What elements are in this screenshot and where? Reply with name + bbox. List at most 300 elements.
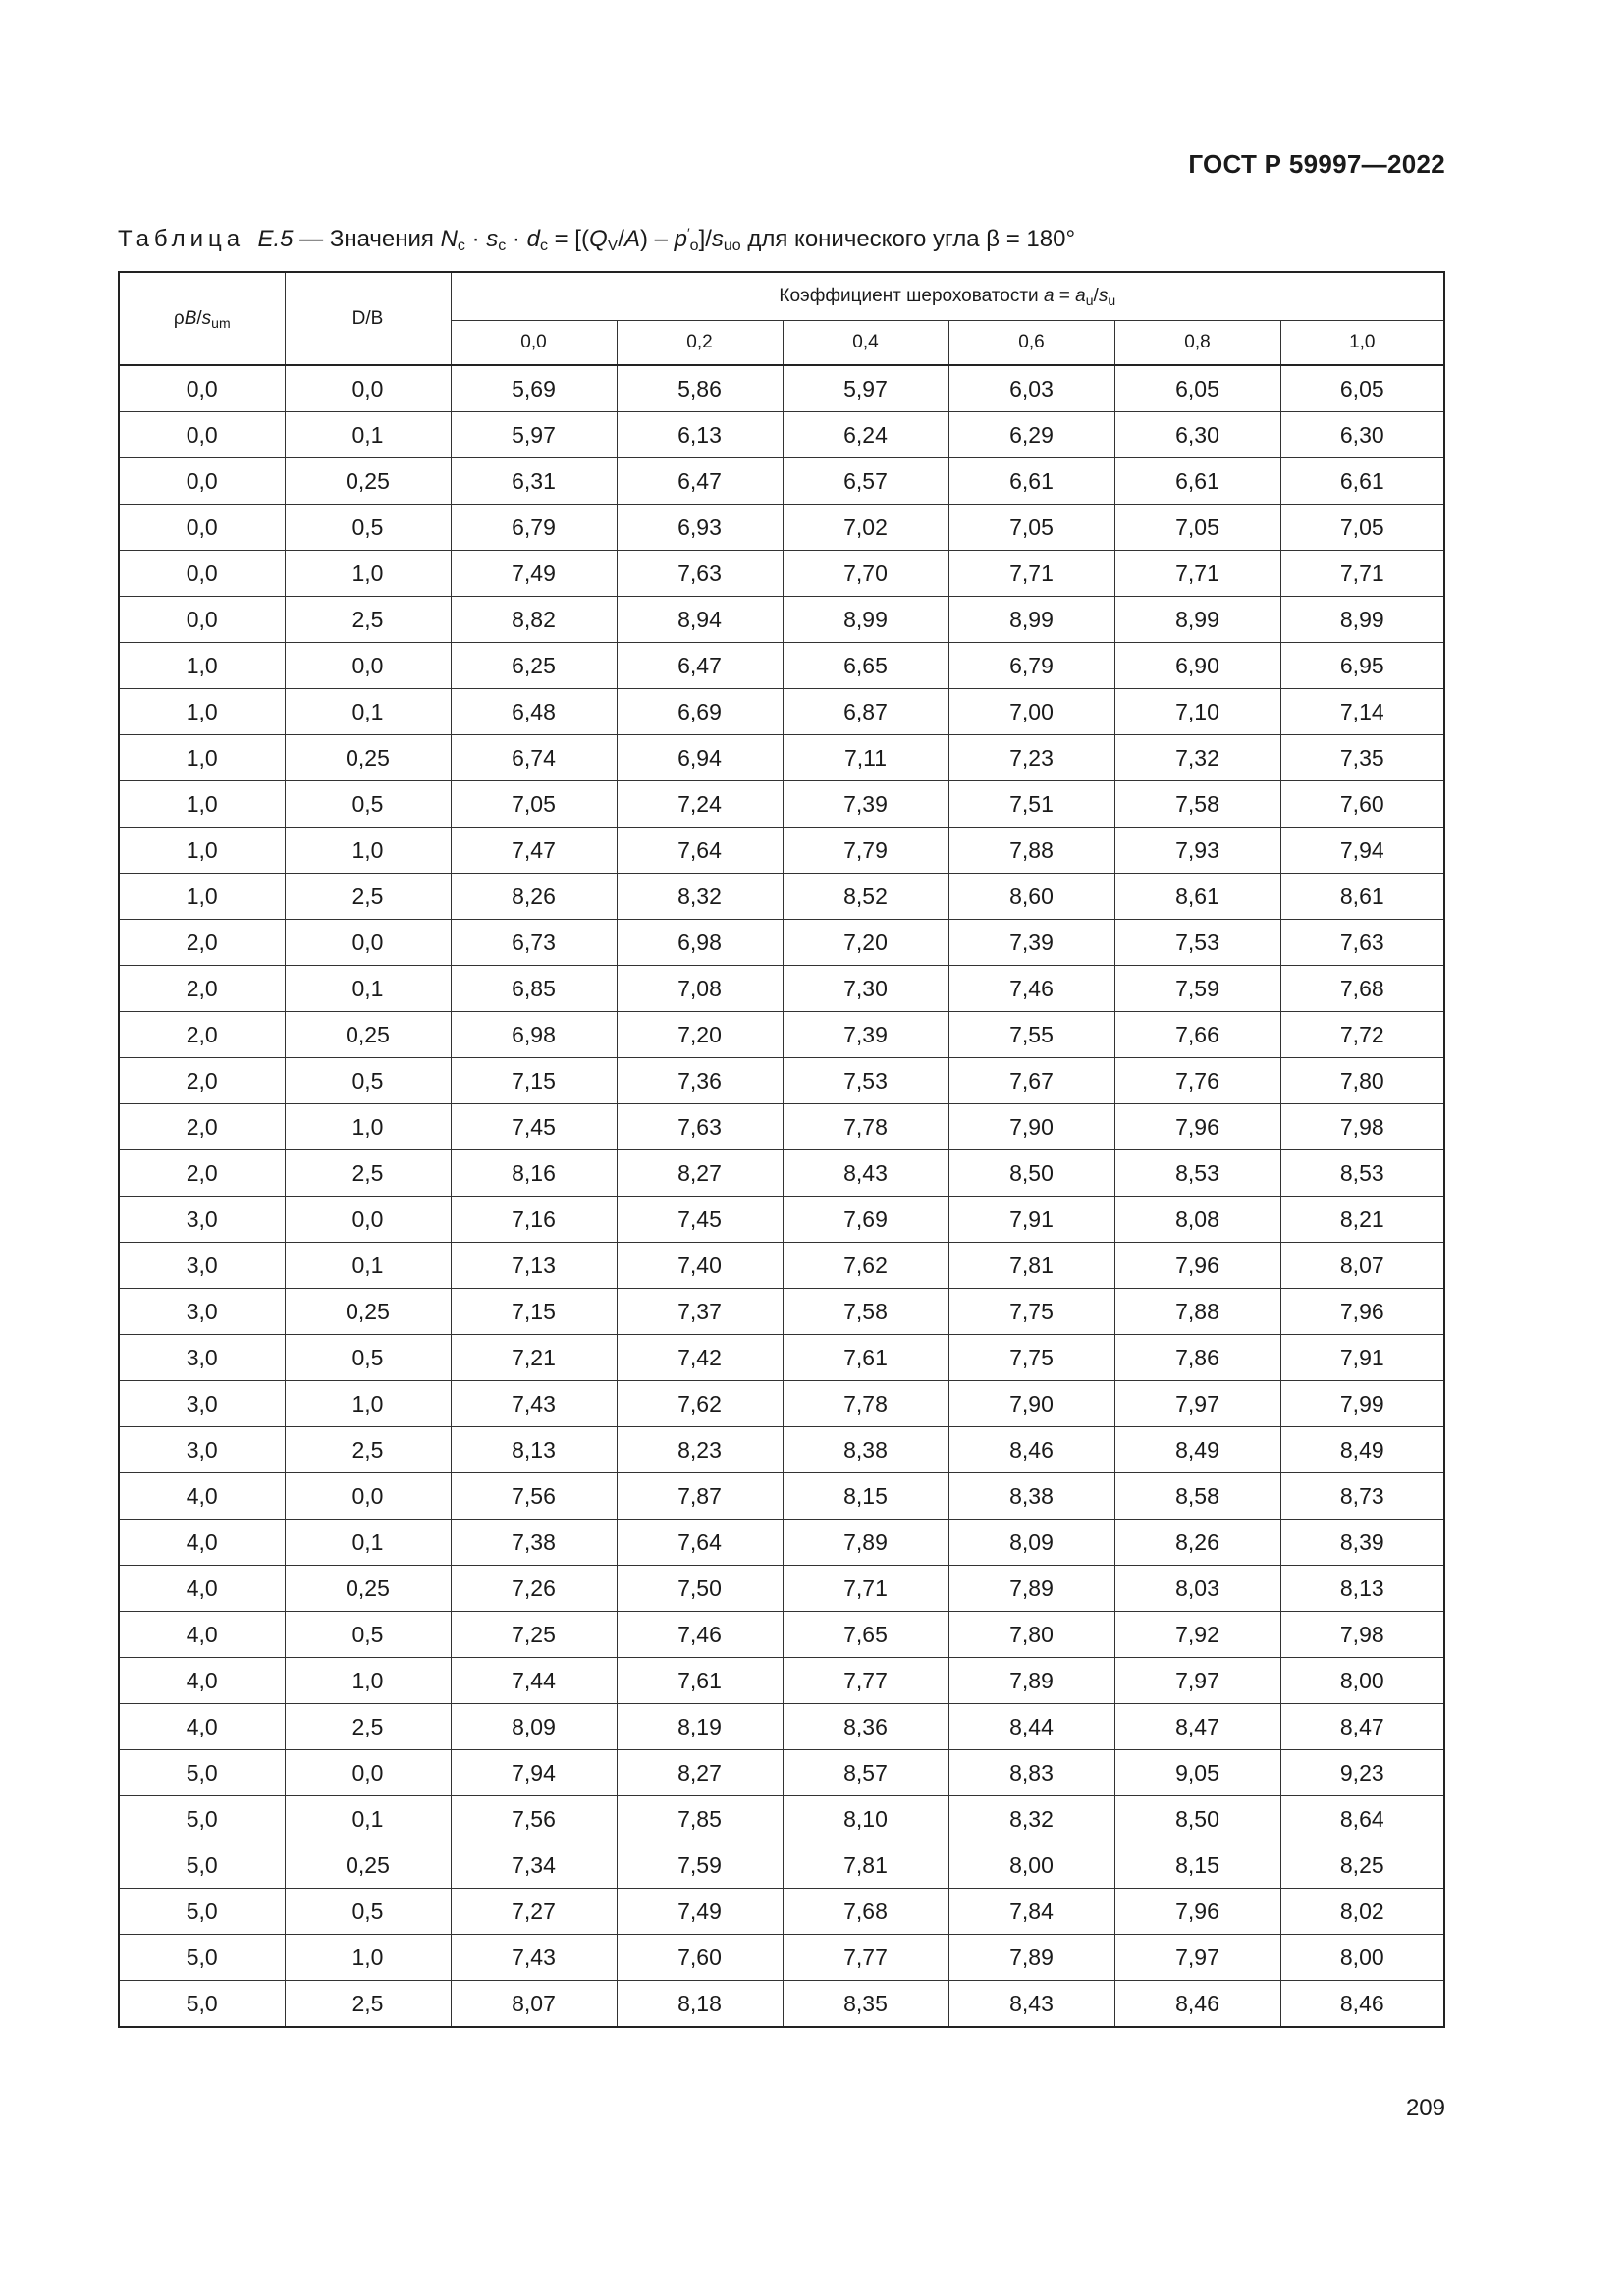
cell-value: 7,66 [1114,1012,1280,1058]
cell-value: 7,45 [451,1104,617,1150]
cell-value: 7,86 [1114,1335,1280,1381]
cell-value: 7,15 [451,1289,617,1335]
cell-d-b: 1,0 [285,1658,451,1704]
cell-value: 7,05 [451,781,617,828]
cell-d-b: 1,0 [285,1104,451,1150]
cell-value: 7,58 [783,1289,948,1335]
cell-value: 7,69 [783,1197,948,1243]
table-row [119,1612,1444,1658]
cell-value: 7,27 [451,1889,617,1935]
cell-rho-b-s-um: 0,0 [119,505,285,551]
cell-d-b: 0,1 [285,1796,451,1842]
header-roughness-coefficient: Коэффициент шероховатости $a = a_u/s_u$ [451,272,1444,321]
cell-value: 8,15 [1114,1842,1280,1889]
cell-value: 7,85 [617,1796,783,1842]
cell-value: 8,09 [948,1520,1114,1566]
cell-d-b: 0,5 [285,1889,451,1935]
cell-rho-b-s-um: 3,0 [119,1197,285,1243]
cell-value: 7,96 [1114,1243,1280,1289]
cell-value: 6,13 [617,412,783,458]
cell-value: 7,42 [617,1335,783,1381]
cell-value: 7,34 [451,1842,617,1889]
table-row [119,1935,1444,1981]
table-row [119,828,1444,874]
cell-value: 7,97 [1114,1935,1280,1981]
cell-value: 7,96 [1114,1104,1280,1150]
table-caption: Таблица E.5 — Значения $N_c \cdot s_c \cdot d_c = [(Q_V/A) - p'_o]/s_{uo}$ для конического угла β = 180° [118,225,1076,254]
cell-d-b: 2,5 [285,1150,451,1197]
cell-d-b: 0,25 [285,1566,451,1612]
cell-value: 6,30 [1280,412,1444,458]
table-row [119,551,1444,597]
table-row [119,1658,1444,1704]
cell-value: 8,49 [1114,1427,1280,1473]
cell-value: 7,16 [451,1197,617,1243]
cell-value: 8,13 [451,1427,617,1473]
cell-rho-b-s-um: 2,0 [119,1012,285,1058]
cell-value: 7,46 [948,966,1114,1012]
cell-value: 7,26 [451,1566,617,1612]
cell-value: 7,49 [617,1889,783,1935]
cell-d-b: 0,25 [285,735,451,781]
cell-value: 7,36 [617,1058,783,1104]
cell-value: 8,53 [1280,1150,1444,1197]
cell-rho-b-s-um: 3,0 [119,1381,285,1427]
cell-value: 8,53 [1114,1150,1280,1197]
cell-value: 8,47 [1114,1704,1280,1750]
cell-d-b: 2,5 [285,1981,451,2028]
cell-value: 7,70 [783,551,948,597]
cell-rho-b-s-um: 5,0 [119,1750,285,1796]
cell-value: 7,68 [1280,966,1444,1012]
cell-d-b: 2,5 [285,874,451,920]
cell-value: 8,35 [783,1981,948,2028]
cell-value: 5,86 [617,365,783,412]
cell-value: 8,82 [451,597,617,643]
cell-value: 7,58 [1114,781,1280,828]
cell-value: 7,98 [1280,1612,1444,1658]
cell-rho-b-s-um: 3,0 [119,1289,285,1335]
cell-rho-b-s-um: 0,0 [119,365,285,412]
cell-value: 6,61 [1114,458,1280,505]
cell-value: 7,05 [1280,505,1444,551]
table-row [119,1335,1444,1381]
cell-value: 8,18 [617,1981,783,2028]
cell-rho-b-s-um: 4,0 [119,1658,285,1704]
cell-value: 7,89 [783,1520,948,1566]
cell-rho-b-s-um: 5,0 [119,1981,285,2028]
table-row [119,1520,1444,1566]
cell-value: 7,60 [617,1935,783,1981]
cell-value: 8,47 [1280,1704,1444,1750]
cell-value: 8,50 [948,1150,1114,1197]
cell-value: 7,56 [451,1796,617,1842]
cell-value: 7,79 [783,828,948,874]
cell-value: 6,03 [948,365,1114,412]
cell-value: 8,00 [948,1842,1114,1889]
cell-rho-b-s-um: 1,0 [119,874,285,920]
cell-value: 8,15 [783,1473,948,1520]
cell-value: 7,68 [783,1889,948,1935]
table-row [119,966,1444,1012]
cell-value: 8,10 [783,1796,948,1842]
cell-value: 7,63 [617,1104,783,1150]
cell-value: 7,46 [617,1612,783,1658]
cell-value: 8,08 [1114,1197,1280,1243]
cell-value: 8,46 [948,1427,1114,1473]
cell-value: 7,32 [1114,735,1280,781]
cell-value: 8,38 [783,1427,948,1473]
cell-value: 8,32 [948,1796,1114,1842]
cell-d-b: 0,0 [285,1750,451,1796]
table-row [119,1750,1444,1796]
cell-value: 7,62 [617,1381,783,1427]
values-table [118,271,1445,2028]
cell-rho-b-s-um: 4,0 [119,1473,285,1520]
cell-rho-b-s-um: 3,0 [119,1335,285,1381]
cell-value: 9,23 [1280,1750,1444,1796]
cell-d-b: 0,1 [285,1520,451,1566]
cell-value: 8,25 [1280,1842,1444,1889]
cell-d-b: 2,5 [285,1427,451,1473]
cell-value: 6,48 [451,689,617,735]
cell-value: 7,81 [783,1842,948,1889]
cell-value: 7,63 [617,551,783,597]
cell-value: 7,15 [451,1058,617,1104]
cell-value: 6,05 [1114,365,1280,412]
cell-d-b: 0,1 [285,689,451,735]
table-row [119,1796,1444,1842]
cell-value: 7,39 [783,1012,948,1058]
cell-value: 6,79 [451,505,617,551]
caption-number: E.5 [257,226,294,252]
cell-value: 7,96 [1114,1889,1280,1935]
cell-value: 7,61 [783,1335,948,1381]
cell-d-b: 1,0 [285,1381,451,1427]
cell-value: 8,99 [1114,597,1280,643]
cell-value: 7,35 [1280,735,1444,781]
cell-value: 8,27 [617,1150,783,1197]
table-row [119,1381,1444,1427]
cell-value: 7,44 [451,1658,617,1704]
cell-value: 8,36 [783,1704,948,1750]
caption-label: Таблица [118,226,245,252]
table-row [119,1150,1444,1197]
cell-value: 8,38 [948,1473,1114,1520]
cell-d-b: 2,5 [285,597,451,643]
cell-value: 7,80 [948,1612,1114,1658]
cell-value: 6,30 [1114,412,1280,458]
cell-value: 7,88 [948,828,1114,874]
cell-rho-b-s-um: 0,0 [119,597,285,643]
cell-value: 8,60 [948,874,1114,920]
cell-value: 7,78 [783,1104,948,1150]
cell-value: 8,00 [1280,1658,1444,1704]
cell-value: 7,93 [1114,828,1280,874]
cell-value: 7,71 [948,551,1114,597]
cell-value: 8,46 [1114,1981,1280,2028]
cell-value: 7,94 [451,1750,617,1796]
cell-value: 6,94 [617,735,783,781]
cell-value: 6,61 [1280,458,1444,505]
cell-rho-b-s-um: 0,0 [119,458,285,505]
cell-value: 7,72 [1280,1012,1444,1058]
cell-value: 7,71 [1114,551,1280,597]
cell-value: 6,85 [451,966,617,1012]
cell-value: 6,65 [783,643,948,689]
cell-value: 6,73 [451,920,617,966]
cell-rho-b-s-um: 2,0 [119,1058,285,1104]
table-row [119,689,1444,735]
cell-rho-b-s-um: 3,0 [119,1243,285,1289]
cell-value: 7,43 [451,1935,617,1981]
cell-value: 6,98 [451,1012,617,1058]
cell-value: 7,77 [783,1935,948,1981]
table-row [119,1842,1444,1889]
cell-rho-b-s-um: 2,0 [119,1104,285,1150]
cell-value: 6,69 [617,689,783,735]
cell-value: 7,75 [948,1335,1114,1381]
cell-rho-b-s-um: 4,0 [119,1612,285,1658]
cell-value: 7,39 [783,781,948,828]
cell-d-b: 0,5 [285,1612,451,1658]
cell-value: 7,97 [1114,1658,1280,1704]
cell-value: 6,31 [451,458,617,505]
cell-value: 7,40 [617,1243,783,1289]
cell-d-b: 0,5 [285,505,451,551]
table-row [119,1012,1444,1058]
cell-value: 7,10 [1114,689,1280,735]
table-row [119,1104,1444,1150]
cell-value: 7,94 [1280,828,1444,874]
cell-value: 8,58 [1114,1473,1280,1520]
cell-value: 7,81 [948,1243,1114,1289]
cell-d-b: 2,5 [285,1704,451,1750]
cell-value: 7,64 [617,1520,783,1566]
table-body [119,365,1444,2027]
cell-value: 8,16 [451,1150,617,1197]
cell-value: 7,62 [783,1243,948,1289]
cell-rho-b-s-um: 4,0 [119,1704,285,1750]
cell-value: 6,25 [451,643,617,689]
cell-rho-b-s-um: 4,0 [119,1520,285,1566]
cell-value: 7,02 [783,505,948,551]
cell-value: 8,13 [1280,1566,1444,1612]
cell-value: 7,96 [1280,1289,1444,1335]
cell-d-b: 0,25 [285,1289,451,1335]
cell-value: 6,57 [783,458,948,505]
cell-d-b: 0,0 [285,1473,451,1520]
cell-value: 6,47 [617,643,783,689]
table-row [119,1704,1444,1750]
table-row [119,643,1444,689]
cell-rho-b-s-um: 2,0 [119,1150,285,1197]
cell-value: 7,89 [948,1566,1114,1612]
cell-d-b: 1,0 [285,551,451,597]
cell-value: 7,65 [783,1612,948,1658]
table-row [119,1473,1444,1520]
table-row [119,920,1444,966]
cell-value: 7,39 [948,920,1114,966]
cell-rho-b-s-um: 1,0 [119,643,285,689]
cell-value: 5,97 [783,365,948,412]
cell-value: 7,61 [617,1658,783,1704]
cell-value: 6,87 [783,689,948,735]
standard-designation: ГОСТ Р 59997—2022 [1188,149,1445,179]
cell-value: 8,44 [948,1704,1114,1750]
cell-value: 7,49 [451,551,617,597]
cell-value: 7,78 [783,1381,948,1427]
cell-value: 7,45 [617,1197,783,1243]
header-a-value: 0,8 [1114,321,1280,366]
cell-d-b: 0,5 [285,1058,451,1104]
cell-value: 7,90 [948,1381,1114,1427]
table-row [119,1243,1444,1289]
table-row [119,781,1444,828]
header-a-value: 0,0 [451,321,617,366]
cell-value: 8,07 [1280,1243,1444,1289]
cell-value: 8,23 [617,1427,783,1473]
cell-value: 8,19 [617,1704,783,1750]
cell-value: 8,83 [948,1750,1114,1796]
cell-value: 7,84 [948,1889,1114,1935]
cell-d-b: 0,0 [285,920,451,966]
cell-value: 7,90 [948,1104,1114,1150]
cell-value: 8,94 [617,597,783,643]
cell-value: 7,71 [1280,551,1444,597]
cell-value: 8,50 [1114,1796,1280,1842]
cell-value: 6,61 [948,458,1114,505]
caption-text: — Значения [293,226,441,252]
cell-d-b: 0,25 [285,458,451,505]
header-a-value: 0,2 [617,321,783,366]
cell-value: 7,30 [783,966,948,1012]
cell-value: 7,00 [948,689,1114,735]
table-row [119,458,1444,505]
cell-value: 8,61 [1114,874,1280,920]
table-row [119,1289,1444,1335]
cell-value: 6,79 [948,643,1114,689]
cell-rho-b-s-um: 1,0 [119,781,285,828]
cell-value: 8,99 [1280,597,1444,643]
page-number: 209 [1405,2095,1445,2121]
cell-d-b: 0,5 [285,1335,451,1381]
cell-d-b: 0,0 [285,365,451,412]
cell-value: 8,21 [1280,1197,1444,1243]
cell-value: 6,93 [617,505,783,551]
cell-d-b: 0,1 [285,1243,451,1289]
cell-rho-b-s-um: 5,0 [119,1935,285,1981]
cell-value: 8,73 [1280,1473,1444,1520]
cell-value: 7,64 [617,828,783,874]
cell-value: 7,99 [1280,1381,1444,1427]
cell-value: 7,63 [1280,920,1444,966]
cell-value: 8,03 [1114,1566,1280,1612]
cell-value: 7,25 [451,1612,617,1658]
cell-d-b: 0,5 [285,781,451,828]
cell-value: 7,08 [617,966,783,1012]
cell-value: 8,64 [1280,1796,1444,1842]
cell-value: 7,47 [451,828,617,874]
cell-value: 7,55 [948,1012,1114,1058]
cell-value: 8,07 [451,1981,617,2028]
cell-rho-b-s-um: 3,0 [119,1427,285,1473]
cell-value: 7,53 [783,1058,948,1104]
cell-value: 7,24 [617,781,783,828]
cell-value: 6,74 [451,735,617,781]
cell-rho-b-s-um: 5,0 [119,1842,285,1889]
cell-value: 7,37 [617,1289,783,1335]
cell-d-b: 0,1 [285,966,451,1012]
cell-value: 7,51 [948,781,1114,828]
cell-value: 8,61 [1280,874,1444,920]
table-row [119,1058,1444,1104]
cell-value: 7,71 [783,1566,948,1612]
cell-value: 6,24 [783,412,948,458]
cell-value: 8,99 [948,597,1114,643]
cell-value: 7,50 [617,1566,783,1612]
cell-d-b: 1,0 [285,1935,451,1981]
table-row [119,1889,1444,1935]
cell-value: 7,21 [451,1335,617,1381]
cell-value: 7,89 [948,1935,1114,1981]
cell-rho-b-s-um: 5,0 [119,1796,285,1842]
cell-rho-b-s-um: 0,0 [119,551,285,597]
table-row [119,597,1444,643]
cell-value: 7,60 [1280,781,1444,828]
cell-value: 6,98 [617,920,783,966]
cell-value: 7,97 [1114,1381,1280,1427]
cell-value: 6,95 [1280,643,1444,689]
cell-value: 7,05 [1114,505,1280,551]
cell-rho-b-s-um: 5,0 [119,1889,285,1935]
cell-value: 7,38 [451,1520,617,1566]
table-row [119,1566,1444,1612]
table-row [119,505,1444,551]
cell-value: 8,99 [783,597,948,643]
cell-d-b: 0,0 [285,1197,451,1243]
table-row [119,365,1444,412]
header-d-b: D/B [285,272,451,365]
cell-value: 7,91 [1280,1335,1444,1381]
table-row [119,874,1444,920]
cell-rho-b-s-um: 0,0 [119,412,285,458]
cell-value: 7,92 [1114,1612,1280,1658]
cell-value: 8,02 [1280,1889,1444,1935]
cell-value: 7,56 [451,1473,617,1520]
cell-value: 7,75 [948,1289,1114,1335]
cell-value: 8,43 [948,1981,1114,2028]
table-row [119,735,1444,781]
cell-value: 6,05 [1280,365,1444,412]
cell-value: 7,88 [1114,1289,1280,1335]
cell-value: 5,69 [451,365,617,412]
header-rho-b-s-um: $\rho B/s_{um}$ [119,272,285,365]
cell-value: 7,87 [617,1473,783,1520]
cell-value: 7,91 [948,1197,1114,1243]
cell-value: 7,77 [783,1658,948,1704]
cell-value: 6,29 [948,412,1114,458]
cell-value: 7,14 [1280,689,1444,735]
table-row [119,412,1444,458]
table-row [119,1197,1444,1243]
header-a-value: 0,6 [948,321,1114,366]
cell-value: 7,89 [948,1658,1114,1704]
cell-rho-b-s-um: 2,0 [119,920,285,966]
cell-d-b: 1,0 [285,828,451,874]
cell-value: 7,67 [948,1058,1114,1104]
cell-value: 9,05 [1114,1750,1280,1796]
